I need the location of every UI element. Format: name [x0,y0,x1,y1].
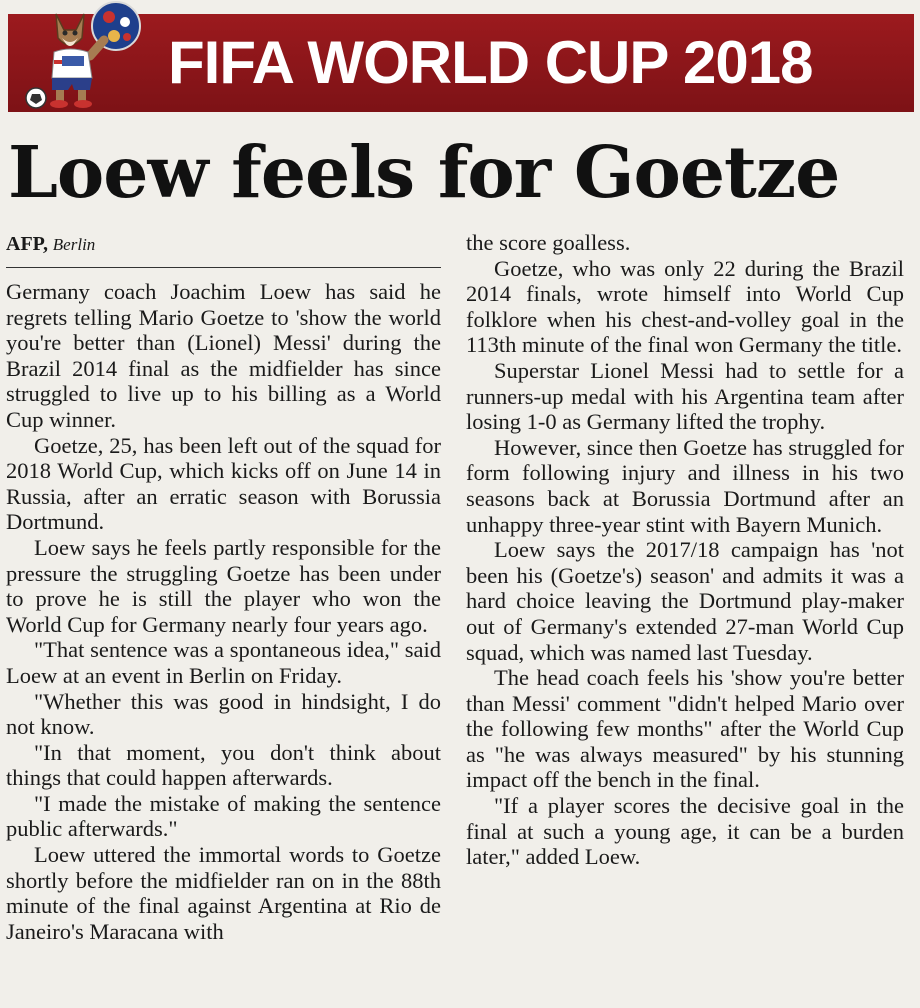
paragraph: Loew says the 2017/18 campaign has 'not been his (Goetze's) season' and admits it was a hard choice leaving the Dortmund play-maker out of Germany's extended 27-man World Cup squad, which was named last Tuesday. [466,537,904,665]
paragraph: Germany coach Joachim Loew has said he regrets telling Mario Goetze to 'show the world you're better than (Lionel) Messi' during the Brazil 2014 final as the midfielder has since struggled to live up to his billing as a World Cup winner. [6,279,441,432]
article-column-left [6,230,441,944]
paragraph: "Whether this was good in hindsight, I do not know. [6,688,441,740]
byline-city: Berlin [52,235,96,254]
paragraph: However, since then Goetze has struggled for form following injury and illness in his two seasons back at Borussia Dortmund after an unhappy three-year stint with Bayern Munich. [466,434,904,537]
paragraph: Superstar Lionel Messi had to settle for a runners-up medal with his Argentina team after losing 1-0 as Germany lifted the trophy. [466,357,904,435]
paragraph: Loew uttered the immortal words to Goetze shortly before the midfielder ran on in the 88th minute of the final against Argentina at Rio de Janeiro's Maracana with [6,842,441,944]
byline [6,230,441,268]
paragraph: "If a player scores the decisive goal in the final at such a young age, it can be a burden later," added Loew. [466,793,904,870]
paragraph: "I made the mistake of making the sentence public afterwards." [6,790,441,842]
article-column-right [466,230,904,870]
paragraph: "In that moment, you don't think about things that could happen afterwards. [6,739,441,791]
banner-title: FIFA WORLD CUP 2018 [168,29,813,96]
article-headline: Loew feels for Goetze [8,130,840,214]
paragraph-continuation: the score goalless. [466,230,631,255]
paragraph: Goetze, who was only 22 during the Brazil 2014 finals, wrote himself into World Cup folklore when his chest-and-volley goal in the 113th minute of the final won Germany the title. [466,255,904,358]
wolf-mascot-icon [12,0,152,112]
byline-agency: AFP, [6,233,49,255]
paragraph: "That sentence was a spontaneous idea," said Loew at an event in Berlin on Friday. [6,637,441,688]
paragraph: Loew says he feels partly responsible for the pressure the struggling Goetze has been under to prove he is still the player who won the World Cup for Germany nearly four years ago. [6,534,441,637]
paragraph: Goetze, 25, has been left out of the squad for 2018 World Cup, which kicks off on June 14 in Russia, after an erratic season with Borussia Dortmund. [6,432,441,535]
paragraph: The head coach feels his 'show you're better than Messi' comment "didn't helped Mario over the following few months" after the World Cup as "he was always measured" by his stunning impact off the bench in the final. [466,665,904,793]
